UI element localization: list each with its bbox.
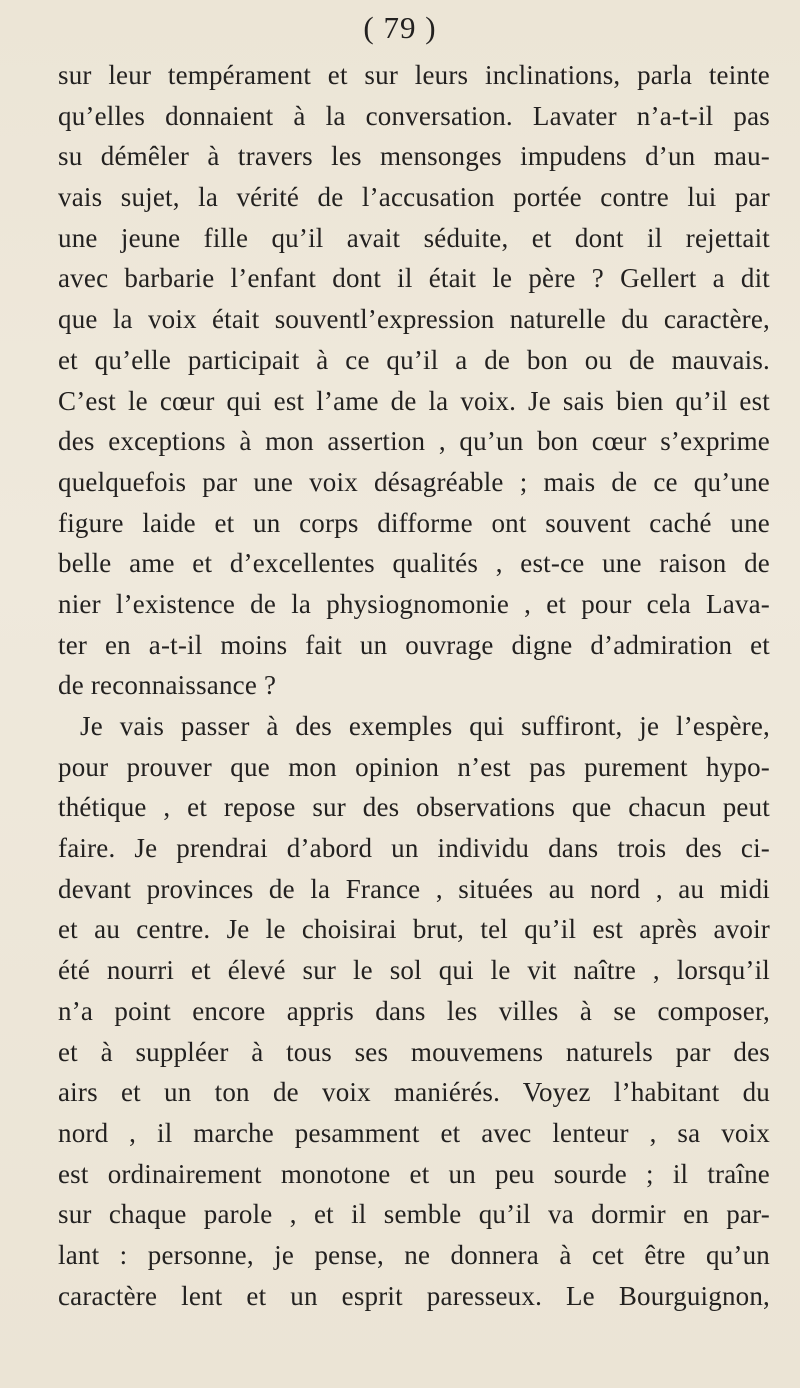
text-line: sur chaque parole , et il semble qu’il va dormir en par-	[58, 1199, 770, 1230]
text-line: été nourri et élevé sur le sol qui le vit naître , lorsqu’il	[58, 955, 770, 986]
text-line: Je vais passer à des exemples qui suffiront, je l’espère,	[80, 711, 770, 741]
text-line: des exceptions à mon assertion , qu’un bon cœur s’exprime	[58, 426, 770, 457]
text-line: sur leur tempérament et sur leurs inclinations, parla teinte	[58, 60, 770, 90]
text-line: qu’elles donnaient à la conversation. Lavater n’a-t-il pas	[58, 100, 770, 131]
text-line: figure laide et un corps difforme ont souvent caché une	[58, 507, 770, 538]
text-line: lant : personne, je pense, ne donnera à cet être qu’un	[58, 1239, 770, 1270]
text-line: nier l’existence de la physiognomonie , et pour cela Lava-	[58, 588, 770, 619]
text-line: vais sujet, la vérité de l’accusation portée contre lui par	[58, 182, 770, 213]
text-line: une jeune fille qu’il avait séduite, et dont il rejettait	[58, 222, 770, 253]
body-text	[58, 55, 770, 1316]
text-line: et au centre. Je le choisirai brut, tel qu’il est après avoir	[58, 914, 770, 945]
text-line: belle ame et d’excellentes qualités , est-ce une raison de	[58, 548, 770, 579]
text-line: airs et un ton de voix maniérés. Voyez l’habitant du	[58, 1077, 770, 1108]
text-line: que la voix était souventl’expression naturelle du caractère,	[58, 304, 770, 335]
text-line: C’est le cœur qui est l’ame de la voix. Je sais bien qu’il est	[58, 385, 770, 416]
text-line: ter en a-t-il moins fait un ouvrage digne d’admiration et	[58, 629, 770, 660]
text-line: pour prouver que mon opinion n’est pas purement hypo-	[58, 751, 770, 782]
text-line: et à suppléer à tous ses mouvemens naturels par des	[58, 1036, 770, 1067]
text-line: caractère lent et un esprit paresseux. Le Bourguignon,	[58, 1280, 770, 1311]
text-line: avec barbarie l’enfant dont il était le père ? Gellert a dit	[58, 263, 770, 294]
text-line: devant provinces de la France , situées au nord , au midi	[58, 873, 770, 904]
text-line: quelquefois par une voix désagréable ; mais de ce qu’une	[58, 466, 770, 497]
text-line: n’a point encore appris dans les villes à se composer,	[58, 995, 770, 1026]
text-line: et qu’elle participait à ce qu’il a de bon ou de mauvais.	[58, 344, 770, 375]
text-line: de reconnaissance ?	[58, 670, 277, 701]
text-line: thétique , et repose sur des observations que chacun peut	[58, 792, 770, 823]
page-number: ( 79 )	[363, 10, 437, 45]
text-line: su démêler à travers les mensonges impudens d’un mau-	[58, 141, 770, 172]
text-line: est ordinairement monotone et un peu sourde ; il traîne	[58, 1158, 770, 1189]
text-line: nord , il marche pesamment et avec lenteur , sa voix	[58, 1117, 770, 1148]
text-line: faire. Je prendrai d’abord un individu dans trois des ci-	[58, 833, 770, 864]
